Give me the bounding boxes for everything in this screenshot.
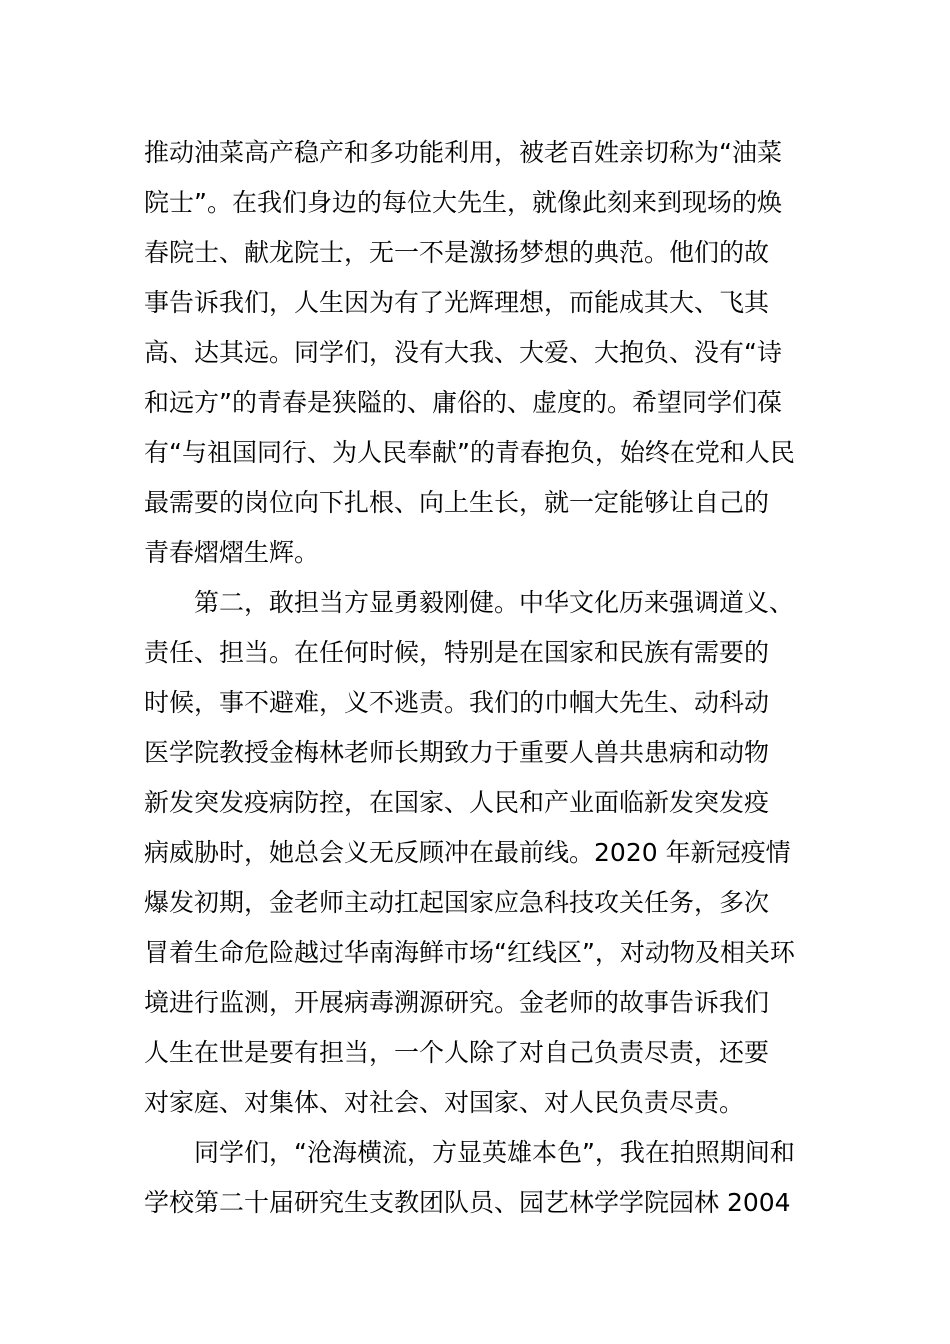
paragraph-2-line-7: 爆发初期，金老师主动扛起国家应急科技攻关任务，多次 [144,888,770,917]
paragraph-1-line-6: 和远方”的青春是狭隘的、庸俗的、虚度的。希望同学们葆 [144,388,782,417]
paragraph-2-line-4: 医学院教授金梅林老师长期致力于重要人兽共患病和动物 [144,738,770,767]
paragraph-1-line-4: 事告诉我们，人生因为有了光辉理想，而能成其大、飞其 [144,288,770,317]
paragraph-2-line-6: 病威胁时，她总会义无反顾冲在最前线。2020 年新冠疫情 [144,838,791,867]
paragraph-1-line-9: 青春熠熠生辉。 [144,538,320,567]
paragraph-2-line-3: 时候，事不避难，义不逃责。我们的巾帼大先生、动科动 [144,688,770,717]
paragraph-1-line-5: 高、达其远。同学们，没有大我、大爱、大抱负、没有“诗 [144,338,782,367]
paragraph-2-line-2: 责任、担当。在任何时候，特别是在国家和民族有需要的 [144,638,770,667]
paragraph-1-line-2: 院士”。在我们身边的每位大先生，就像此刻来到现场的焕 [144,188,782,217]
paragraph-1-line-8: 最需要的岗位向下扎根、向上生长，就一定能够让自己的 [144,488,770,517]
paragraph-2-line-9: 境进行监测，开展病毒溯源研究。金老师的故事告诉我们 [144,988,770,1017]
paragraph-1-line-7: 有“与祖国同行、为人民奉献”的青春抱负，始终在党和人民 [144,438,795,467]
paragraph-3-line-2: 学校第二十届研究生支教团队员、园艺林学学院园林 2004 [144,1188,791,1217]
paragraph-2-line-5: 新发突发疫病防控，在国家、人民和产业面临新发突发疫 [144,788,770,817]
paragraph-2-line-1: 第二，敢担当方显勇毅刚健。中华文化历来强调道义、 [194,588,795,617]
paragraph-3-line-1: 同学们，“沧海横流，方显英雄本色”，我在拍照期间和 [194,1138,795,1167]
paragraph-1-line-3: 春院士、献龙院士，无一不是激扬梦想的典范。他们的故 [144,238,770,267]
paragraph-2-line-10: 人生在世是要有担当，一个人除了对自己负责尽责，还要 [144,1038,770,1067]
paragraph-1-line-1: 推动油菜高产稳产和多功能利用，被老百姓亲切称为“油菜 [144,138,782,167]
paragraph-2-line-8: 冒着生命危险越过华南海鲜市场“红线区”，对动物及相关环 [144,938,795,967]
paragraph-2-line-11: 对家庭、对集体、对社会、对国家、对人民负责尽责。 [144,1088,745,1117]
body-text [144,128,814,1228]
